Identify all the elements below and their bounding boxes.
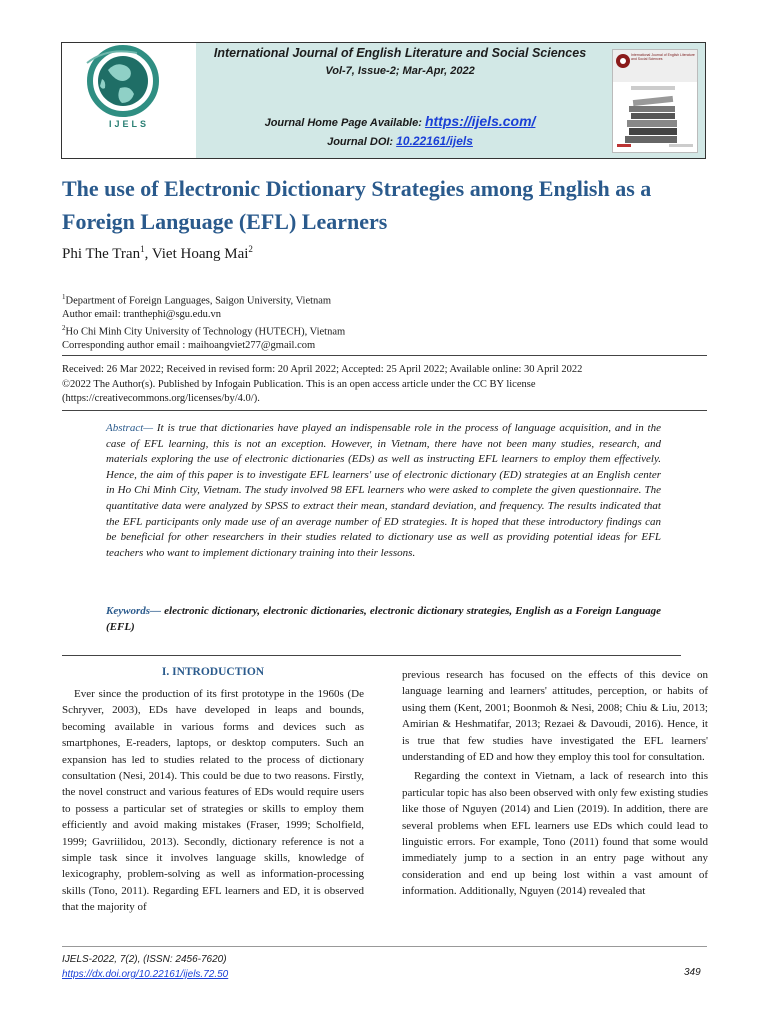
logo-text: IJELS [108, 119, 149, 129]
journal-info [196, 43, 604, 158]
abstract [106, 421, 661, 561]
journal-header [61, 42, 706, 159]
journal-cover-image [612, 49, 698, 153]
paragraph: Ever since the production of its first prototype in the 1960s (De Schryver, 2003), EDs have developed in leaps and bounds, becoming available in various forms and devices such as smartphones, E-readers, laptops, or desktop computers. Such an expansion has led to studies related to the process of dictionary consultation (Nesi, 2014). This could be due to two reasons. Firstly, the novel construct and various features of EDs would require users to possess a particular set of strategies or skills to employ them efficiently and avoid making mistakes (Fraser, 1999; Scholfield, 1999; Gavriilidou, 2013). Secondly, dictionary reference is not a simple task since it involves language skills, knowledge of lexicography, problem-solving as well as information-processing skills (Tono, 2011). Regarding EFL learners and ED, it is observed that the majority of [62, 688, 364, 914]
divider [62, 655, 681, 656]
page-number: 349 [684, 967, 701, 978]
received-dates: Received: 26 Mar 2022; Received in revised form: 20 April 2022; Accepted: 25 April 2022; Available online: 30 April 2022 [62, 364, 583, 375]
left-column [62, 686, 364, 916]
journal-title: International Journal of English Literature and Social Sciences [213, 46, 587, 60]
home-label: Journal Home Page Available: [264, 117, 425, 129]
paragraph: previous research has focused on the effects of this device on language learning and learners' attitudes, perception, or habits of using them (Kent, 2001; Boonmoh & Nesi, 2008; Chiu & Liu, 2013; Amirian & Heshmatifar, 2013; Rezaei & Davoudi, 2016). Hence, it is true that few studies have investigated the EFL learners' understanding of ED and how they employ this tool for consultation. [402, 669, 708, 764]
journal-volume: Vol-7, Issue-2; Mar-Apr, 2022 [325, 65, 475, 77]
cover-emblem-icon [615, 53, 631, 69]
keywords [106, 604, 661, 635]
divider [62, 410, 707, 411]
author-1: Phi The Tran [62, 246, 141, 262]
affiliations [62, 291, 345, 352]
article-history [62, 363, 712, 407]
doi-label: Journal DOI: [327, 136, 397, 148]
citation-text: IJELS-2022, 7(2), (ISSN: 2456-7620) [62, 954, 227, 965]
abstract-text: It is true that dictionaries have played an indispensable role in the process of language acquisition, and in the case of EFL learning, this is not an exception. However, in Vietnam, there have not been many studies, research, and materials exploring the use of electronic dictionaries (EDs) as well as instructing EFL learners to employ them effectively. Hence, the aim of this paper is to investigate EFL learners' use of electronic dictionary (ED) strategies at an English center in Ho Chi Minh City, Vietnam. The study involved 98 EFL learners who were asked to complete the given questionnaire. The quantitative data were analyzed by SPSS to extract their mean, standard deviation, and frequency. The results indicated that the EFL participants only made use of an average number of ED strategies. It is hoped that these introductory findings can be beneficial for other researchers in their studies related to dictionary use as well as providing potential ideas for EFL teachers who want to implement dictionary training into their lessons. [106, 422, 661, 559]
journal-cover-panel [604, 43, 705, 158]
keywords-label: Keywords— [106, 605, 161, 617]
authors: Phi The Tran$^1$, Viet Hoang Mai$^2$ [62, 244, 253, 262]
license-link[interactable]: https://creativecommons.org/licenses/by/4.0/ [65, 393, 254, 404]
home-link[interactable]: https://ijels.com/ [424, 113, 536, 129]
divider [62, 355, 707, 356]
journal-logo [62, 43, 196, 158]
keywords-text: electronic dictionary, electronic dictionaries, electronic dictionary strategies, English as a Foreign Language (EFL) [106, 605, 661, 633]
section-heading: I. INTRODUCTION [161, 666, 265, 678]
books-illustration-icon [613, 82, 697, 152]
right-column [402, 667, 708, 900]
author-2: Viet Hoang Mai [151, 246, 249, 262]
article-doi-link[interactable]: https://dx.doi.org/10.22161/ijels.72.50 [62, 969, 229, 980]
corresponding-email: Corresponding author email : maihoangviet277@gmail.com [62, 339, 316, 351]
author-email: Author email: tranthephi@sgu.edu.vn [62, 309, 221, 320]
journal-doi-line [196, 134, 604, 148]
affiliation-1: $^1$Department of Foreign Languages, Saigon University, Vietnam [62, 293, 332, 307]
globe-logo-icon [62, 43, 196, 119]
abstract-label: Abstract— [106, 422, 154, 434]
affiliation-2: $^2$Ho Chi Minh City University of Technology (HUTECH), Vietnam [62, 323, 346, 337]
license-text: ©2022 The Author(s). Published by Infogain Publication. This is an open access article under the CC BY license [62, 378, 536, 390]
paragraph: Regarding the context in Vietnam, a lack of research into this particular topic has also been observed with only few existing studies like those of Nguyen (2014) and Lien (2019). In addition, there are several problems when EFL learners use EDs which could lead to linguistic errors. For example, Tono (2011) found that some would immediately jump to a section in an entry page without any consideration and end up being lost within a vast amount of information. Additionally, Nguyen (2014) revealed that [402, 770, 708, 898]
journal-home-line [196, 113, 604, 129]
footer-citation [62, 952, 228, 982]
footer-divider [62, 946, 707, 947]
cover-journal-name: International Journal of English Literature and Social Sciences [631, 53, 695, 61]
article-title: The use of Electronic Dictionary Strategies among English as a Foreign Language (EFL) Learners [62, 176, 652, 234]
license-link-line: (https://creativecommons.org/licenses/by/4.0/). [62, 393, 260, 404]
doi-link[interactable]: 10.22161/ijels [396, 134, 473, 148]
